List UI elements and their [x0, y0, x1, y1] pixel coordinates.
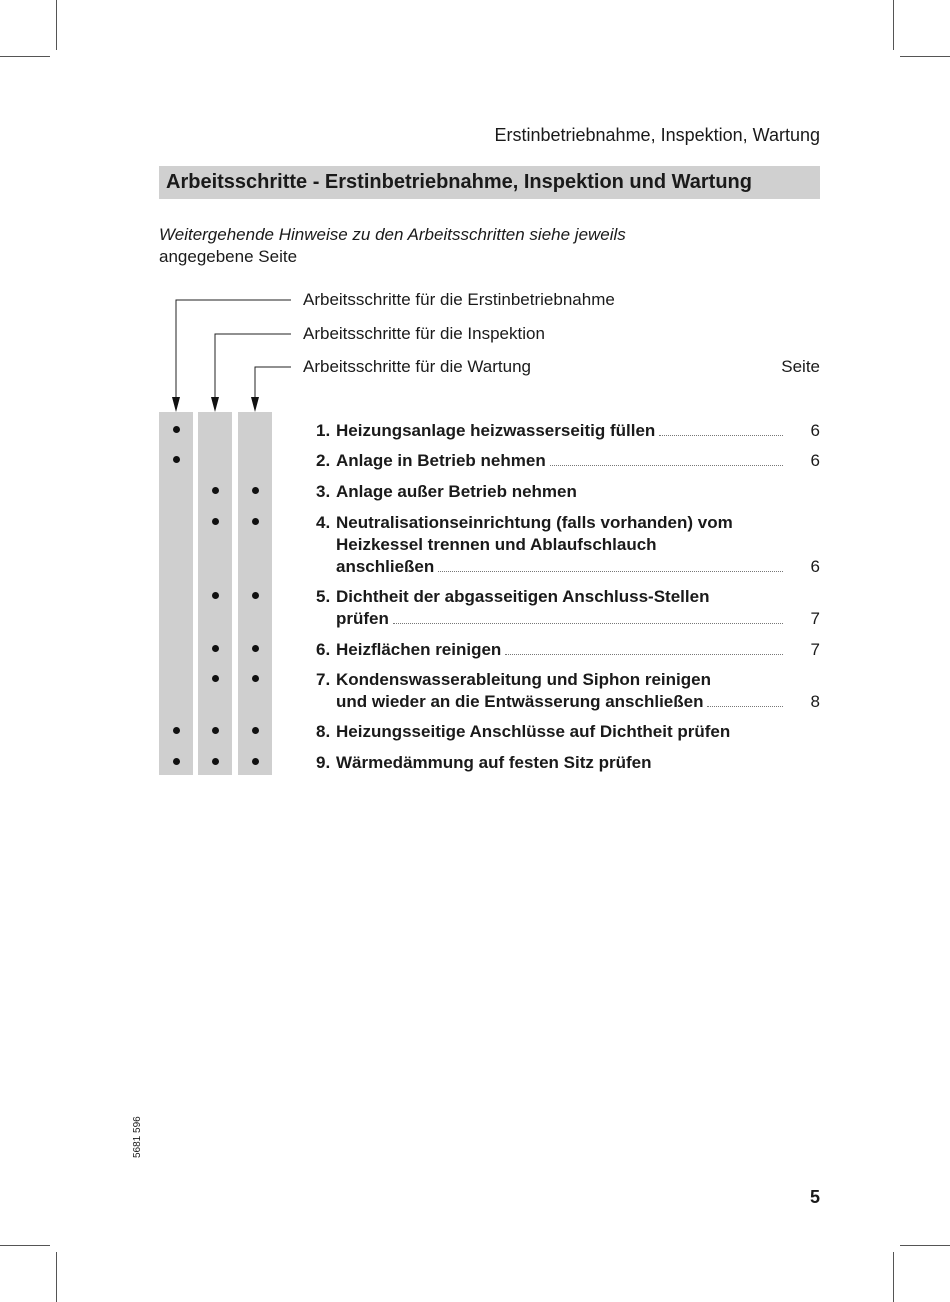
step-text: prüfen	[336, 609, 389, 628]
step-item	[316, 721, 786, 743]
bullet-mark-icon	[173, 727, 180, 734]
dot-leader	[550, 464, 783, 466]
step-number: 1.	[316, 421, 331, 440]
intro-italic: Weitergehende Hinweise zu den Arbeitsschritten siehe jeweils	[159, 225, 626, 244]
bullet-mark-icon	[252, 518, 259, 525]
step-text: anschließen	[336, 557, 435, 576]
step-text-line: Anlage außer Betrieb nehmen	[336, 482, 577, 501]
step-item	[316, 669, 786, 713]
step-text: Anlage in Betrieb nehmen	[336, 451, 546, 470]
arrow-inspektion-icon	[211, 397, 219, 412]
step-text-line: Neutralisationseinrichtung (falls vorhanden) vom	[336, 513, 733, 532]
step-text-line: Heizkessel trennen und Ablaufschlauch	[336, 535, 657, 554]
dot-leader	[438, 570, 783, 572]
step-item	[316, 512, 786, 578]
step-text-line	[336, 450, 786, 472]
step-item	[316, 420, 786, 442]
step-number: 5.	[316, 587, 331, 606]
step-number: 7.	[316, 670, 331, 689]
step-text-line	[336, 556, 786, 578]
step-page-number: 8	[810, 692, 820, 711]
step-number: 8.	[316, 722, 331, 741]
step-text: Heizungsanlage heizwasserseitig füllen	[336, 421, 656, 440]
step-item	[316, 450, 786, 472]
dot-leader	[393, 622, 783, 624]
section-header: Erstinbetriebnahme, Inspektion, Wartung	[494, 125, 820, 145]
step-page-number: 7	[810, 609, 820, 628]
step-text: und wieder an die Entwässerung anschließen	[336, 692, 704, 711]
step-number: 6.	[316, 640, 331, 659]
bullet-mark-icon	[212, 487, 219, 494]
bullet-mark-icon	[173, 456, 180, 463]
step-page-number: 6	[810, 451, 820, 470]
bullet-mark-icon	[252, 592, 259, 599]
bullet-mark-icon	[252, 487, 259, 494]
bullet-mark-icon	[212, 518, 219, 525]
step-item	[316, 639, 786, 661]
step-number: 4.	[316, 513, 331, 532]
step-text-line	[336, 639, 786, 661]
step-number: 3.	[316, 482, 331, 501]
crop-mark	[893, 1252, 894, 1302]
step-text-line: Dichtheit der abgasseitigen Anschluss-Stellen	[336, 587, 710, 606]
crop-mark	[56, 1252, 57, 1302]
legend-erstinbetriebnahme: Arbeitsschritte für die Erstinbetriebnahme	[303, 290, 615, 309]
bullet-mark-icon	[252, 645, 259, 652]
crop-mark	[900, 1245, 950, 1246]
bullet-mark-icon	[212, 758, 219, 765]
step-item	[316, 752, 786, 774]
step-number: 2.	[316, 451, 331, 470]
bullet-mark-icon	[212, 645, 219, 652]
step-text: Heizflächen reinigen	[336, 640, 502, 659]
page-title: Arbeitsschritte - Erstinbetriebnahme, Inspektion und Wartung	[159, 166, 820, 199]
step-page-number: 6	[810, 557, 820, 576]
bullet-mark-icon	[252, 675, 259, 682]
step-item	[316, 481, 786, 503]
bullet-mark-icon	[212, 727, 219, 734]
arrow-wartung-icon	[251, 397, 259, 412]
step-text-line: Wärmedämmung auf festen Sitz prüfen	[336, 753, 652, 772]
step-page-number: 7	[810, 640, 820, 659]
bullet-mark-icon	[173, 426, 180, 433]
column-erstinbetriebnahme	[159, 412, 193, 775]
bullet-mark-icon	[212, 592, 219, 599]
step-text-line	[336, 608, 786, 630]
step-text-line	[336, 691, 786, 713]
dot-leader	[659, 434, 783, 436]
legend-inspektion: Arbeitsschritte für die Inspektion	[303, 324, 545, 343]
seite-label: Seite	[781, 357, 820, 376]
arrow-erstinbetriebnahme-icon	[172, 397, 180, 412]
step-text-line: Kondenswasserableitung und Siphon reinigen	[336, 670, 711, 689]
page-number: 5	[809, 1187, 820, 1207]
step-number: 9.	[316, 753, 331, 772]
intro-normal: angegebene Seite	[159, 247, 298, 266]
step-text-line: Heizungsseitige Anschlüsse auf Dichtheit prüfen	[336, 722, 731, 741]
bullet-mark-icon	[212, 675, 219, 682]
dot-leader	[505, 653, 783, 655]
bullet-mark-icon	[252, 758, 259, 765]
dot-leader	[707, 705, 783, 707]
document-code: 5681 596	[132, 1116, 143, 1158]
step-page-number: 6	[810, 421, 820, 440]
bullet-mark-icon	[252, 727, 259, 734]
legend-wartung: Arbeitsschritte für die Wartung	[303, 357, 532, 376]
crop-mark	[0, 1245, 50, 1246]
step-text-line	[336, 420, 786, 442]
step-item	[316, 586, 786, 630]
bullet-mark-icon	[173, 758, 180, 765]
